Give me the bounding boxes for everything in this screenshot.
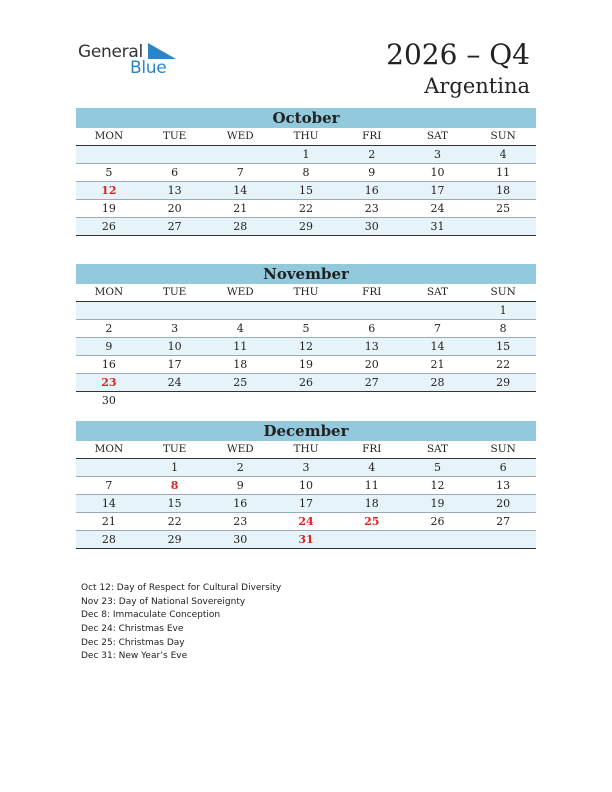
day-cell: 29: [299, 220, 314, 233]
day-cell: 5: [433, 461, 441, 474]
day-cell: 5: [105, 166, 113, 179]
holiday-note: Dec 25: Christmas Day: [81, 637, 185, 648]
day-cell: 30: [233, 533, 248, 546]
month-november: [76, 264, 536, 409]
day-cell: 18: [496, 184, 511, 197]
day-cell: [207, 302, 273, 319]
day-cell: 4: [499, 148, 507, 161]
day-cell: 22: [167, 515, 182, 528]
weekday-label: FRI: [362, 286, 382, 298]
day-cell: [339, 392, 405, 409]
day-cell: 19: [430, 497, 445, 510]
week-row: [76, 338, 536, 356]
week-row: [76, 495, 536, 513]
day-cell: 30: [364, 220, 379, 233]
day-cell: 1: [171, 461, 179, 474]
day-cell: 12: [101, 184, 117, 197]
day-cell: 3: [433, 148, 441, 161]
day-cell: 1: [499, 304, 507, 317]
day-cell: 4: [368, 461, 376, 474]
weekday-label: THU: [293, 286, 319, 298]
day-cell: 1: [302, 148, 310, 161]
week-row: [76, 392, 536, 409]
weekday-label: SUN: [490, 443, 516, 455]
day-cell: 21: [233, 202, 248, 215]
week-row: [76, 477, 536, 495]
weekday-header: [76, 284, 536, 302]
week-row: [76, 200, 536, 218]
day-cell: 6: [499, 461, 507, 474]
day-cell: [76, 459, 142, 476]
day-cell: 9: [368, 166, 376, 179]
weekday-label: MON: [94, 130, 124, 142]
week-row: [76, 302, 536, 320]
weekday-label: WED: [226, 286, 254, 298]
day-cell: 20: [496, 497, 511, 510]
day-cell: 26: [430, 515, 445, 528]
day-cell: 14: [233, 184, 248, 197]
day-cell: 10: [299, 479, 314, 492]
day-cell: 17: [430, 184, 445, 197]
day-cell: [339, 302, 405, 319]
day-cell: 11: [233, 340, 248, 353]
weekday-label: TUE: [162, 130, 187, 142]
day-cell: 16: [233, 497, 248, 510]
day-cell: 24: [430, 202, 445, 215]
day-cell: 11: [364, 479, 379, 492]
day-cell: [142, 302, 208, 319]
weekday-label: TUE: [162, 443, 187, 455]
week-row: [76, 182, 536, 200]
weekday-label: TUE: [162, 286, 187, 298]
country-name: Argentina: [424, 74, 530, 98]
day-cell: [142, 146, 208, 163]
month-title: December: [76, 421, 536, 441]
day-cell: 23: [233, 515, 248, 528]
weekday-label: WED: [226, 130, 254, 142]
day-cell: [76, 302, 142, 319]
day-cell: 3: [171, 322, 179, 335]
day-cell: 23: [364, 202, 379, 215]
month-december: [76, 421, 536, 549]
holiday-note: Dec 24: Christmas Eve: [81, 624, 184, 635]
day-cell: 27: [496, 515, 511, 528]
day-cell: 8: [302, 166, 310, 179]
weekday-label: MON: [94, 443, 124, 455]
day-cell: 20: [167, 202, 182, 215]
weekday-label: FRI: [362, 443, 382, 455]
logo-general-text: General: [78, 42, 143, 62]
day-cell: 6: [368, 322, 376, 335]
day-cell: [405, 392, 471, 409]
month-october: [76, 108, 536, 236]
day-cell: 8: [499, 322, 507, 335]
day-cell: 26: [101, 220, 116, 233]
holiday-notes: [81, 582, 281, 664]
week-row: [76, 513, 536, 531]
day-cell: 2: [236, 461, 244, 474]
day-cell: 24: [167, 376, 182, 389]
day-cell: 16: [101, 358, 116, 371]
day-cell: 14: [101, 497, 116, 510]
day-cell: [207, 146, 273, 163]
weekday-label: MON: [94, 286, 124, 298]
day-cell: 15: [167, 497, 182, 510]
day-cell: 13: [167, 184, 182, 197]
weekday-label: FRI: [362, 130, 382, 142]
day-cell: 25: [496, 202, 511, 215]
day-cell: 2: [368, 148, 376, 161]
day-cell: [470, 531, 536, 548]
weekday-label: THU: [293, 130, 319, 142]
day-cell: 17: [167, 358, 182, 371]
day-cell: 7: [236, 166, 244, 179]
weekday-header: [76, 128, 536, 146]
day-cell: 2: [105, 322, 113, 335]
day-cell: [470, 392, 536, 409]
day-cell: 10: [430, 166, 445, 179]
holiday-note: Nov 23: Day of National Sovereignty: [81, 596, 246, 607]
weekday-label: SAT: [426, 130, 449, 142]
week-row: [76, 146, 536, 164]
holiday-note: Dec 31: New Year’s Eve: [81, 651, 188, 662]
day-cell: [339, 531, 405, 548]
day-cell: 29: [167, 533, 182, 546]
day-cell: [405, 302, 471, 319]
day-cell: 28: [430, 376, 445, 389]
day-cell: 15: [299, 184, 314, 197]
weekday-header: [76, 441, 536, 459]
day-cell: 19: [299, 358, 314, 371]
day-cell: 25: [233, 376, 248, 389]
day-cell: 26: [299, 376, 314, 389]
day-cell: 17: [299, 497, 314, 510]
day-cell: 11: [496, 166, 511, 179]
day-cell: [273, 392, 339, 409]
month-title: October: [76, 108, 536, 128]
day-cell: 29: [496, 376, 511, 389]
day-cell: 28: [233, 220, 248, 233]
weekday-label: WED: [226, 443, 254, 455]
day-cell: 28: [101, 533, 116, 546]
day-cell: 25: [364, 515, 380, 528]
day-cell: 7: [105, 479, 113, 492]
day-cell: [405, 531, 471, 548]
day-cell: 27: [167, 220, 182, 233]
weekday-label: SUN: [490, 286, 516, 298]
logo-triangle-icon: [148, 43, 176, 59]
day-cell: 24: [298, 515, 314, 528]
day-cell: 8: [170, 479, 179, 492]
week-row: [76, 374, 536, 392]
day-cell: 13: [496, 479, 511, 492]
day-cell: 21: [430, 358, 445, 371]
day-cell: 31: [298, 533, 314, 546]
day-cell: 20: [364, 358, 379, 371]
day-cell: 22: [299, 202, 314, 215]
week-row: [76, 320, 536, 338]
weekday-label: THU: [293, 443, 319, 455]
day-cell: 9: [105, 340, 113, 353]
day-cell: 12: [430, 479, 445, 492]
day-cell: 4: [236, 322, 244, 335]
weekday-label: SUN: [490, 130, 516, 142]
day-cell: [470, 218, 536, 235]
logo: [78, 42, 188, 82]
day-cell: 23: [101, 376, 117, 389]
day-cell: 22: [496, 358, 511, 371]
day-cell: 30: [101, 394, 116, 407]
day-cell: 10: [167, 340, 182, 353]
day-cell: 27: [364, 376, 379, 389]
day-cell: 3: [302, 461, 310, 474]
day-cell: 13: [364, 340, 379, 353]
day-cell: 18: [233, 358, 248, 371]
day-cell: 7: [433, 322, 441, 335]
day-cell: [207, 392, 273, 409]
day-cell: 21: [101, 515, 116, 528]
logo-blue-text: Blue: [130, 58, 167, 78]
month-title: November: [76, 264, 536, 284]
holiday-note: Oct 12: Day of Respect for Cultural Diversity: [81, 583, 282, 593]
week-row: [76, 531, 536, 549]
page-title: 2026 – Q4: [386, 38, 530, 71]
day-cell: [273, 302, 339, 319]
day-cell: 12: [299, 340, 314, 353]
day-cell: 5: [302, 322, 310, 335]
weekday-label: SAT: [426, 286, 449, 298]
day-cell: 6: [171, 166, 179, 179]
day-cell: [76, 146, 142, 163]
holiday-note: Dec 8: Immaculate Conception: [81, 610, 221, 621]
day-cell: [142, 392, 208, 409]
week-row: [76, 218, 536, 236]
day-cell: 9: [236, 479, 244, 492]
day-cell: 16: [364, 184, 379, 197]
day-cell: 19: [101, 202, 116, 215]
week-row: [76, 356, 536, 374]
day-cell: 14: [430, 340, 445, 353]
weekday-label: SAT: [426, 443, 449, 455]
week-row: [76, 164, 536, 182]
week-row: [76, 459, 536, 477]
day-cell: 15: [496, 340, 511, 353]
day-cell: 18: [364, 497, 379, 510]
day-cell: 31: [430, 220, 445, 233]
